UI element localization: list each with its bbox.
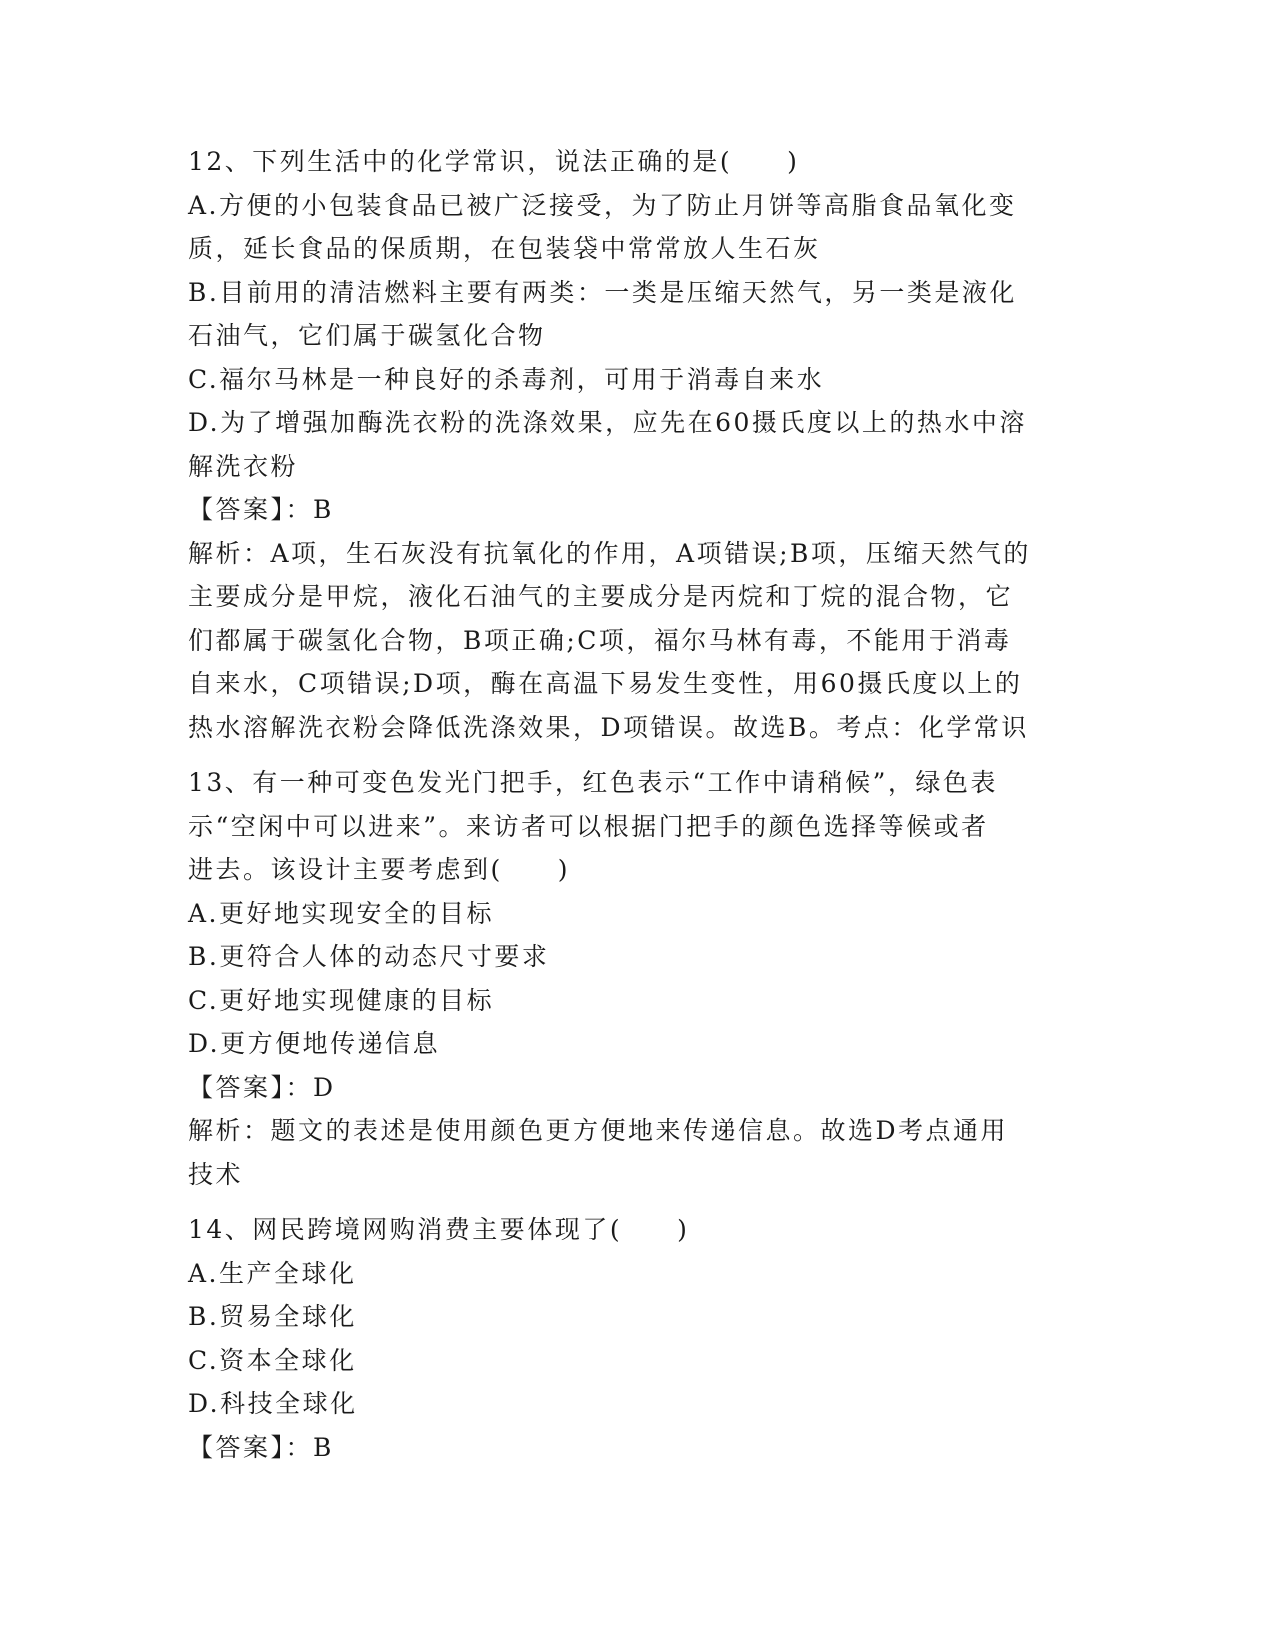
question-stem-line-1: 13、有一种可变色发光门把手，红色表示“工作中请稍候”，绿色表: [188, 768, 998, 797]
analysis-line: 主要成分是甲烷，液化石油气的主要成分是丙烷和丁烷的混合物，它: [188, 582, 1014, 611]
option-d: D.更方便地传递信息: [188, 1029, 441, 1058]
option-c: C.资本全球化: [188, 1345, 357, 1375]
question-14: [188, 1208, 1088, 1469]
answer: 【答案】：D: [188, 1072, 336, 1102]
option-a-line-2: 质，延长食品的保质期，在包装袋中常常放人生石灰: [188, 234, 821, 263]
option-a: A.生产全球化: [188, 1258, 357, 1288]
analysis-line: 解析：A项，生石灰没有抗氧化的作用，A项错误;B项，压缩天然气的: [188, 538, 1031, 568]
option-a: A.更好地实现安全的目标: [188, 898, 495, 928]
option-b-line-1: B.目前用的清洁燃料主要有两类：一类是压缩天然气，另一类是液化: [188, 277, 1017, 307]
option-b: B.贸易全球化: [188, 1302, 357, 1331]
analysis-line: 技术: [188, 1159, 244, 1189]
analysis-line: 热水溶解洗衣粉会降低洗涤效果，D项错误。故选B。考点：化学常识: [188, 712, 1029, 742]
answer: 【答案】：B: [188, 1432, 334, 1462]
question-stem: 14、网民跨境网购消费主要体现了( ): [188, 1215, 690, 1244]
option-c: C.更好地实现健康的目标: [188, 985, 495, 1015]
analysis-line: 们都属于碳氢化合物，B项正确;C项，福尔马林有毒，不能用于消毒: [188, 625, 1012, 655]
question-stem-line-2: 示“空闲中可以进来”。来访者可以根据门把手的颜色选择等候或者: [188, 811, 989, 841]
question-stem: 12、下列生活中的化学常识，说法正确的是( ): [188, 147, 800, 176]
question-12: [188, 140, 1088, 749]
question-13: [188, 761, 1088, 1196]
option-d-line-2: 解洗衣粉: [188, 451, 299, 481]
option-d: D.科技全球化: [188, 1389, 358, 1418]
answer: 【答案】：B: [188, 495, 334, 524]
question-stem-line-3: 进去。该设计主要考虑到( ): [188, 855, 571, 884]
option-a-line-1: A.方便的小包装食品已被广泛接受，为了防止月饼等高脂食品氧化变: [188, 190, 1017, 220]
option-c-line-1: C.福尔马林是一种良好的杀毒剂，可用于消毒自来水: [188, 364, 825, 394]
option-d-line-1: D.为了增强加酶洗衣粉的洗涤效果，应先在60摄氏度以上的热水中溶: [188, 408, 1027, 437]
analysis-line: 自来水，C项错误;D项，酶在高温下易发生变性，用60摄氏度以上的: [188, 669, 1023, 698]
analysis-line: 解析：题文的表述是使用颜色更方便地来传递信息。故选D考点通用: [188, 1116, 1009, 1145]
option-b: B.更符合人体的动态尺寸要求: [188, 942, 550, 971]
document-page: [188, 140, 1088, 1469]
option-b-line-2: 石油气，它们属于碳氢化合物: [188, 321, 546, 350]
